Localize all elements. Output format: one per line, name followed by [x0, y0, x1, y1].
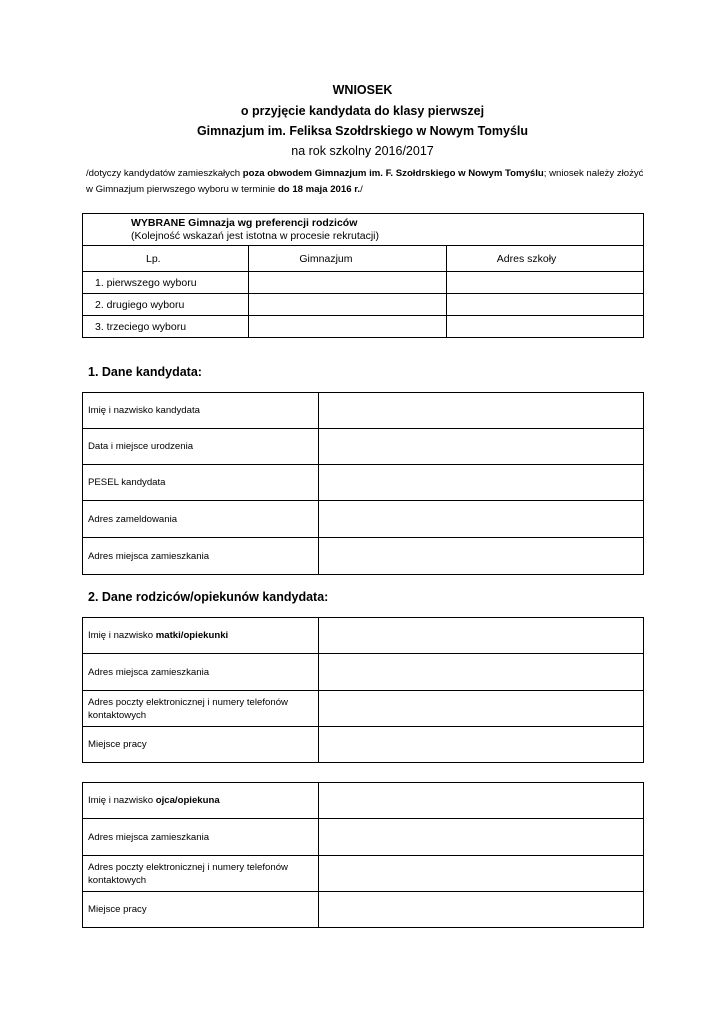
field-input-cell[interactable] — [318, 618, 643, 654]
title-line-1: WNIOSEK — [332, 83, 393, 97]
title-line-4: na rok szkolny 2016/2017 — [291, 144, 434, 158]
field-input-cell[interactable] — [318, 691, 643, 727]
preference-heading: WYBRANE Gimnazja wg preferencji rodziców — [131, 216, 358, 229]
field-label — [83, 783, 319, 819]
note-bold-1: poza obwodem Gimnazjum im. F. Szołdrskiego w Nowym Tomyślu — [242, 168, 544, 179]
preference-subheading: (Kolejność wskazań jest istotna w procesie rekrutacji) — [131, 229, 380, 242]
preference-table-header — [83, 214, 644, 246]
title-line-2: o przyjęcie kandydata do klasy pierwszej — [240, 104, 485, 118]
column-header-address: Adres szkoły — [446, 246, 643, 272]
field-label: Adres miejsca zamieszkania — [83, 538, 319, 575]
field-label: Imię i nazwisko kandydata — [83, 393, 319, 429]
preference-row-label: 2. drugiego wyboru — [83, 294, 249, 316]
field-input-cell[interactable] — [318, 783, 643, 819]
field-input-cell[interactable] — [318, 819, 643, 856]
preference-row-label: 3. trzeciego wyboru — [83, 316, 249, 338]
field-input-cell[interactable] — [318, 892, 643, 928]
field-label: Adres miejsca zamieszkania — [83, 819, 319, 856]
note-text-3: / — [360, 184, 363, 195]
field-label: Adres miejsca zamieszkania — [83, 654, 319, 691]
field-label: Adres poczty elektronicznej i numery telefonów kontaktowych — [83, 856, 319, 892]
mother-data-table — [82, 617, 644, 763]
column-header-school: Gimnazjum — [249, 246, 446, 272]
field-input-cell[interactable] — [318, 538, 643, 575]
note-text-2: ; wniosek należy złożyć w Gimnazjum pierwszego wyboru w terminie — [86, 168, 644, 195]
father-data-table — [82, 782, 644, 928]
section-1-heading: 1. Dane kandydata: — [88, 365, 202, 379]
column-header-lp: Lp. — [83, 246, 249, 272]
section-2-heading: 2. Dane rodziców/opiekunów kandydata: — [88, 590, 329, 604]
field-label: Data i miejsce urodzenia — [83, 429, 319, 465]
candidate-data-table — [82, 392, 644, 575]
label-prefix: Imię i nazwisko — [88, 630, 156, 641]
school-preference-table — [82, 213, 644, 338]
field-label: PESEL kandydata — [83, 465, 319, 501]
field-input-cell[interactable] — [318, 429, 643, 465]
field-label — [83, 618, 319, 654]
note-text-1: /dotyczy kandydatów zamieszkałych — [86, 168, 243, 179]
field-input-cell[interactable] — [318, 393, 643, 429]
field-label: Miejsce pracy — [83, 892, 319, 928]
label-bold: matki/opiekunki — [155, 630, 229, 641]
field-label: Adres poczty elektronicznej i numery telefonów kontaktowych — [83, 691, 319, 727]
label-bold: ojca/opiekuna — [155, 795, 220, 806]
document-title — [0, 82, 725, 160]
field-label: Miejsce pracy — [83, 727, 319, 763]
field-input-cell[interactable] — [318, 501, 643, 538]
address-input-cell[interactable] — [446, 316, 643, 338]
address-input-cell[interactable] — [446, 294, 643, 316]
school-input-cell[interactable] — [249, 316, 446, 338]
instruction-note — [86, 166, 646, 198]
field-input-cell[interactable] — [318, 856, 643, 892]
title-line-3: Gimnazjum im. Feliksa Szołdrskiego w Nowym Tomyślu — [196, 124, 529, 138]
address-input-cell[interactable] — [446, 272, 643, 294]
preference-row-label: 1. pierwszego wyboru — [83, 272, 249, 294]
note-bold-2: do 18 maja 2016 r. — [277, 184, 361, 195]
field-label: Adres zameldowania — [83, 501, 319, 538]
field-input-cell[interactable] — [318, 654, 643, 691]
school-input-cell[interactable] — [249, 272, 446, 294]
label-prefix: Imię i nazwisko — [88, 795, 156, 806]
field-input-cell[interactable] — [318, 727, 643, 763]
school-input-cell[interactable] — [249, 294, 446, 316]
field-input-cell[interactable] — [318, 465, 643, 501]
